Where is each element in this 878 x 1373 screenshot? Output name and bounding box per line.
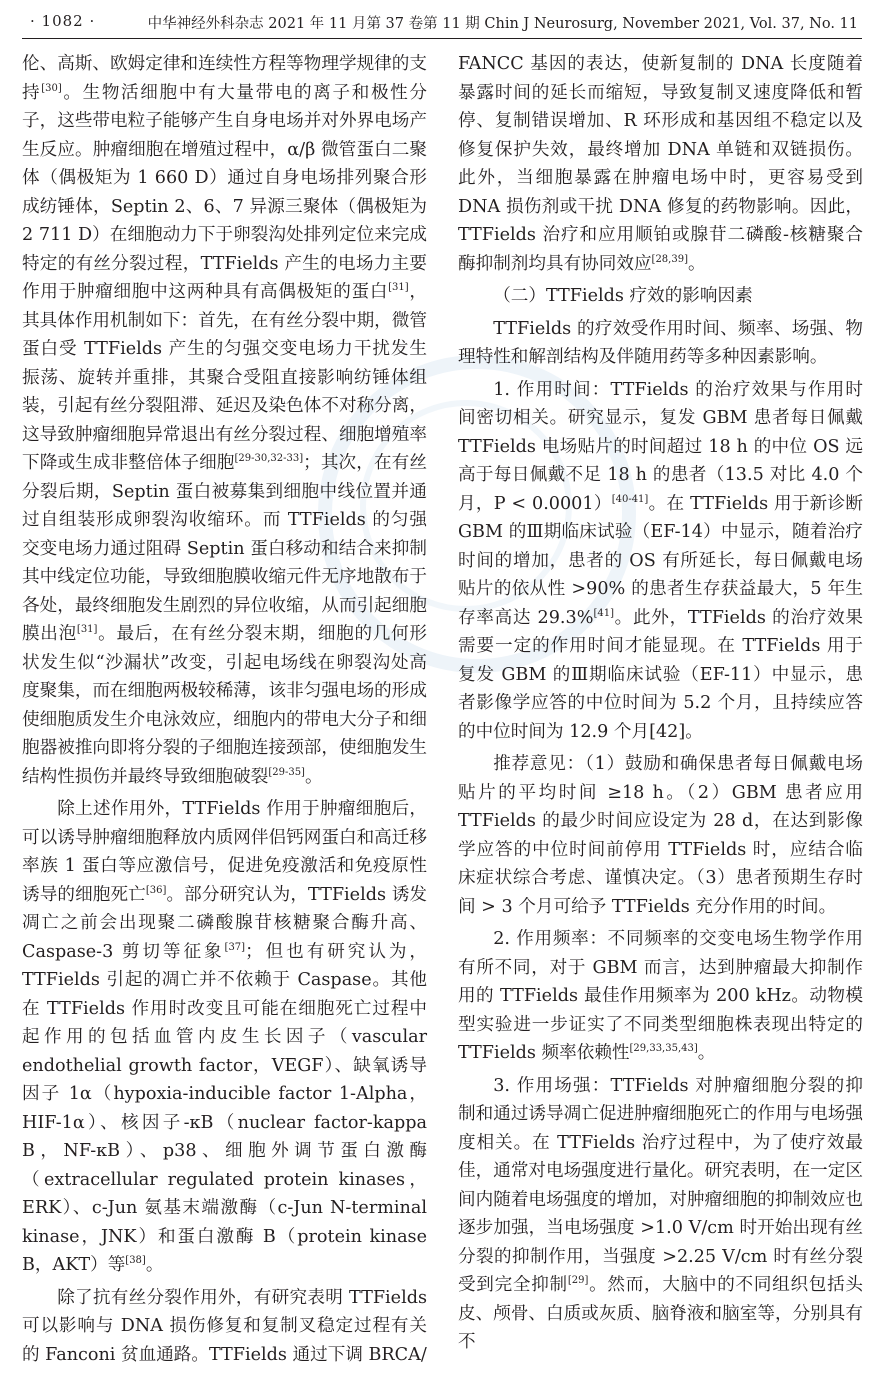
journal-citation: 中华神经外科杂志 2021 年 11 月第 37 卷第 11 期 Chin J Neurosurg, November 2021, Vol. 37, No. 11 bbox=[147, 16, 858, 32]
right-column bbox=[458, 50, 863, 1361]
section-heading: （二）TTFields 疗效的影响因素 bbox=[493, 286, 753, 306]
paragraph: 1. 作用时间：TTFields 的治疗效果与作用时间密切相关。研究显示，复发 GBM 患者每日佩戴 TTFields 电场贴片的时间超过 18 h 的中位 OS 远高于每日佩戴不足 18 h 的患者（13.5 对比 4.0 个月，P < 0.0001）[40-41]。在 TTFields 用于新诊断 GBM 的Ⅲ期临床试验（EF-14）中显示，随着治疗时间的增加，患者的 OS 有所延长，每日佩戴电场贴片的依从性 >90% 的患者生存获益最大，5 年生存率高达 29.3%[41]。此外，TTFields 的治疗效果需要一定的作用时间才能显现。在 TTFields 用于复发 GBM 的Ⅲ期临床试验（EF-11）中显示，患者影像学应答的中位时间为 5.2 个月，且持续应答的中位时间为 12.9 个月[42]。 bbox=[458, 379, 864, 742]
left-column bbox=[22, 50, 427, 1373]
page-number: · 1082 · bbox=[30, 12, 96, 30]
paragraph: 除了抗有丝分裂作用外，有研究表明 TTFields 可以影响与 DNA 损伤修复和复制叉稳定过程有关的 Fanconi 贫血通路。TTFields 通过下调 BRCA/ bbox=[22, 1287, 427, 1365]
header-rule bbox=[22, 38, 862, 39]
paragraph: TTFields 的疗效受作用时间、频率、场强、物理特性和解剖结构及伴随用药等多种因素影响。 bbox=[458, 318, 863, 367]
recommendation-paragraph: 推荐意见：（1）鼓励和确保患者每日佩戴电场贴片的平均时间 ≥18 h。（2）GBM 患者应用 TTFields 的最少时间应设定为 28 d，在达到影像学应答的中位时间前停用 TTFields 时，应结合临床症状综合考虑、谨慎决定。（3）患者预期生存时间 > 3 个月可给予 TTFields 充分作用的时间。 bbox=[458, 754, 863, 917]
paragraph: 2. 作用频率：不同频率的交变电场生物学作用有所不同，对于 GBM 而言，达到肿瘤最大抑制作用的 TTFields 最佳作用频率为 200 kHz。动物模型实验进一步证实了不同类型细胞株表现出特定的 TTFields 频率依赖性[29,33,35,43]。 bbox=[458, 929, 863, 1063]
paragraph: 3. 作用场强：TTFields 对肿瘤细胞分裂的抑制和通过诱导凋亡促进肿瘤细胞死亡的作用与电场强度相关。在 TTFields 治疗过程中，为了使疗效最佳，通常对电场强度进行量化。研究表明，在一定区间内随着电场强度的增加，对肿瘤细胞的抑制效应也逐步加强，当电场强度 >1.0 V/cm 时开始出现有丝分裂的抑制作用，当强度 >2.25 V/cm 时有丝分裂受到完全抑制[29]。然而，大脑中的不同组织包括头皮、颅骨、白质或灰质、脑脊液和脑室等，分别具有不 bbox=[458, 1075, 863, 1352]
paragraph: 除上述作用外，TTFields 作用于肿瘤细胞后，可以诱导肿瘤细胞释放内质网伴侣钙网蛋白和高迁移率族 1 蛋白等应激信号，促进免疫激活和免疫原性诱导的细胞死亡[36]。部分研究认为，TTFields 诱发凋亡之前会出现聚二磷酸腺苷核糖聚合酶升高、Caspase-3 剪切等征象[37]；但也有研究认为，TTFields 引起的凋亡并不依赖于 Caspase。其他在 TTFields 作用时改变且可能在细胞死亡过程中起作用的包括血管内皮生长因子（vascular endothelial growth factor，VEGF）、缺氧诱导因子 1α（hypoxia-inducible factor 1-Alpha，HIF-1α）、核因子-κB（nuclear factor-kappa B，NF-κB）、p38、细胞外调节蛋白激酶（extracellular regulated protein kinases，ERK）、c-Jun 氨基末端激酶（c-Jun N-terminal kinase，JNK）和蛋白激酶 B（protein kinase B，AKT）等[38]。 bbox=[22, 799, 427, 1275]
running-header bbox=[0, 0, 878, 44]
paragraph: 伦、高斯、欧姆定律和连续性方程等物理学规律的支持[30]。生物活细胞中有大量带电的离子和极性分子，这些带电粒子能够产生自身电场并对外界电场产生反应。肿瘤细胞在增殖过程中，α/β 微管蛋白二聚体（偶极矩为 1 660 D）通过自身电场排列聚合形成纺锤体，Septin 2、6、7 异源三聚体（偶极矩为 2 711 D）在细胞动力下于卵裂沟处排列定位来完成特定的有丝分裂过程，TTFields 产生的电场力主要作用于肿瘤细胞中这两种具有高偶极矩的蛋白[31]，其具体作用机制如下：首先，在有丝分裂中期，微管蛋白受 TTFields 产生的匀强交变电场力干扰发生振荡、旋转并重排，其聚合受阻直接影响纺锤体组装，引起有丝分裂阻滞、延迟及染色体不对称分离，这导致肿瘤细胞异常退出有丝分裂过程、细胞增殖率下降或生成非整倍体子细胞[29-30,32-33]；其次，在有丝分裂后期，Septin 蛋白被募集到细胞中线位置并通过自组装形成卵裂沟收缩环。而 TTFields 的匀强交变电场力通过阻碍 Septin 蛋白移动和结合来抑制其中线定位功能，导致细胞膜收缩元件无序地散布于各处，最终细胞发生剧烈的异位收缩，从而引起细胞膜出泡[31]。最后，在有丝分裂末期，细胞的几何形状发生似“沙漏状”改变，引起电场线在卵裂沟处高度聚集，而在细胞两极较稀薄，该非匀强电场的形成使细胞质发生介电泳效应，细胞内的带电大分子和细胞器被推向即将分裂的子细胞连接颈部，使细胞发生结构性损伤并最终导致细胞破裂[29-35]。 bbox=[22, 54, 427, 787]
paragraph: FANCC 基因的表达，使新复制的 DNA 长度随着暴露时间的延长而缩短，导致复制叉速度降低和暂停、复制错误增加、R 环形成和基因组不稳定以及修复保护失效，最终增加 DNA 单链和双链损伤。此外，当细胞暴露在肿瘤电场中时，更容易受到 DNA 损伤剂或干扰 DNA 修复的药物影响。因此，TTFields 治疗和应用顺铂或腺苷二磷酸-核糖聚合酶抑制剂均具有协同效应[28,39]。 bbox=[458, 54, 863, 274]
